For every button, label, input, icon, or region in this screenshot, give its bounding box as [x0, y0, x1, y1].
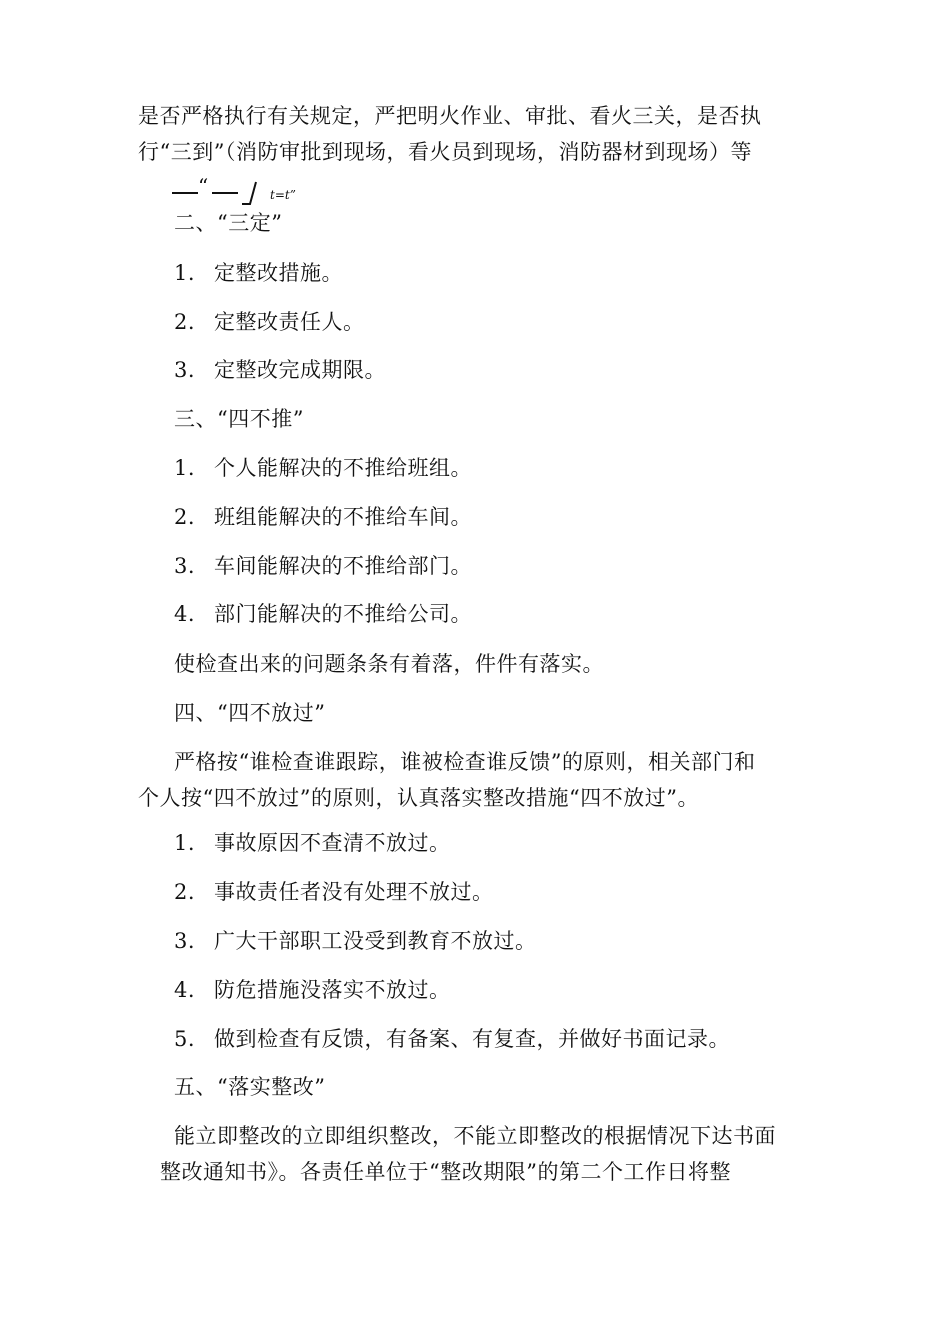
list-item [174, 976, 451, 1004]
list-number: 1. [174, 261, 196, 285]
list-number: 1. [174, 456, 196, 480]
list-text: 班组能解决的不推给车间。 [214, 505, 472, 529]
section-heading: 三、“四不推” [174, 407, 304, 431]
list-text: 定整改措施。 [214, 261, 343, 285]
list-item [174, 878, 494, 906]
paragraph-line: 严格按“谁检查谁跟踪，谁被检查谁反馈”的原则，相关部门和 [174, 750, 756, 774]
body-text-line: 行“三到”（消防审批到现场，看火员到现场，消防器材到现场）等 [138, 140, 752, 164]
scan-artifact [172, 174, 332, 208]
list-item [174, 600, 472, 628]
list-item [174, 503, 472, 531]
list-number: 4. [174, 978, 196, 1002]
list-text: 防危措施没落实不放过。 [214, 978, 451, 1002]
list-number: 5. [174, 1027, 196, 1051]
section-heading: 五、“落实整改” [174, 1075, 326, 1099]
list-item [174, 552, 472, 580]
list-text: 事故责任者没有处理不放过。 [214, 880, 494, 904]
list-number: 2. [174, 505, 196, 529]
quote-mark: “ [198, 174, 209, 198]
list-text: 部门能解决的不推给公司。 [214, 602, 472, 626]
list-text: 做到检查有反馈，有备案、有复查，并做好书面记录。 [214, 1027, 730, 1051]
list-text: 定整改完成期限。 [214, 358, 386, 382]
list-text: 定整改责任人。 [214, 310, 365, 334]
paragraph-line: 整改通知书》。各责任单位于“整改期限”的第二个工作日将整 [160, 1160, 731, 1184]
dash-mark [172, 192, 198, 194]
list-number: 3. [174, 554, 196, 578]
list-item [174, 308, 365, 336]
list-number: 2. [174, 310, 196, 334]
list-number: 4. [174, 602, 196, 626]
list-text: 广大干部职工没受到教育不放过。 [214, 929, 537, 953]
list-item [174, 259, 343, 287]
list-number: 3. [174, 929, 196, 953]
list-number: 3. [174, 358, 196, 382]
paragraph-line: 能立即整改的立即组织整改，不能立即整改的根据情况下达书面 [174, 1124, 776, 1148]
paragraph-line: 使检查出来的问题条条有着落，件件有落实。 [174, 652, 604, 676]
body-text-line: 是否严格执行有关规定，严把明火作业、审批、看火三关，是否执 [138, 104, 762, 128]
list-text: 车间能解决的不推给部门。 [214, 554, 472, 578]
list-text: 事故原因不查清不放过。 [214, 831, 451, 855]
section-heading: 二、“三定” [174, 211, 283, 235]
list-item [174, 1025, 730, 1053]
list-number: 2. [174, 880, 196, 904]
list-item [174, 454, 472, 482]
paragraph-line: 个人按“四不放过”的原则，认真落实整改措施“四不放过”。 [138, 786, 699, 810]
list-text: 个人能解决的不推给班组。 [214, 456, 472, 480]
section-heading: 四、“四不放过” [174, 701, 326, 725]
slash-mark [240, 178, 270, 208]
list-item [174, 927, 537, 955]
list-number: 1. [174, 831, 196, 855]
dash-mark [212, 192, 238, 194]
list-item [174, 829, 451, 857]
artifact-small-text: t=t” [270, 188, 296, 202]
list-item [174, 356, 386, 384]
